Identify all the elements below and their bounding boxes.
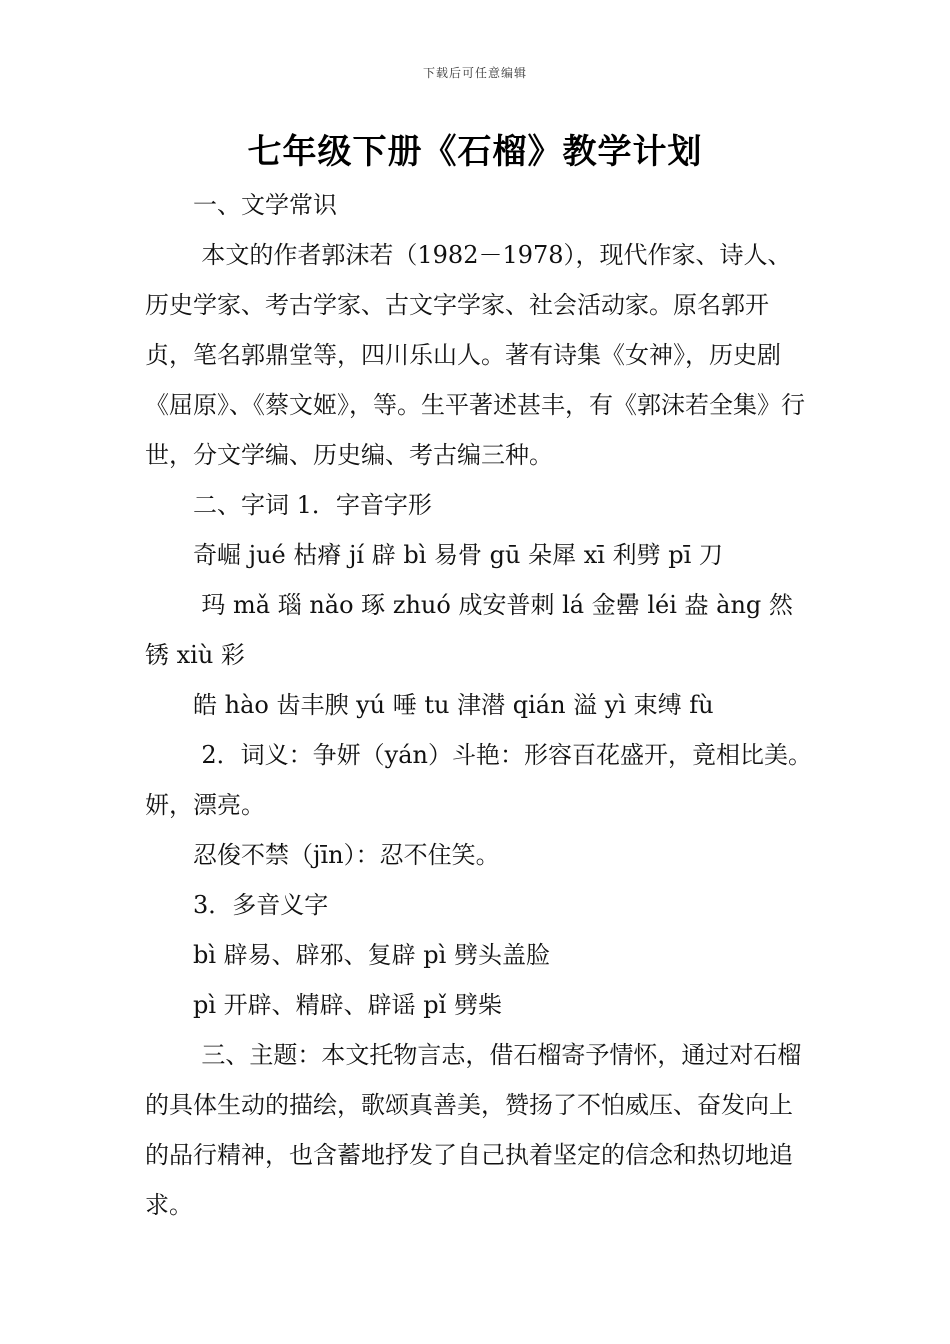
section-heading-polyphone: 3．多音义字	[193, 891, 329, 919]
document-title: 七年级下册《石榴》教学计划	[247, 132, 703, 172]
document-body	[145, 180, 815, 1230]
section-heading-words: 二、字词 1．字音字形	[193, 491, 432, 519]
meaning-paragraph-1: 2．词义：争妍（yán）斗艳：形容百花盛开，竟相比美。妍，漂亮。	[145, 741, 812, 819]
polyphone-line-2: pì 开辟、精辟、辟谣 pǐ 劈柴	[193, 991, 502, 1019]
meaning-paragraph-2: 忍俊不禁（jīn）：忍不住笑。	[193, 841, 500, 869]
pronunciation-line-2: 玛 mǎ 瑙 nǎo 琢 zhuó 成安普刺 lá 金罍 léi 盎 àng 然锈 xiù 彩	[145, 591, 793, 669]
header-note: 下载后可任意编辑	[422, 66, 527, 80]
pronunciation-line-3: 皓 hào 齿丰腴 yú 唾 tu 津潜 qián 溢 yì 束缚 fù	[193, 691, 714, 719]
pronunciation-line-1: 奇崛 jué 枯瘠 jí 辟 bì 易骨 gū 朵犀 xī 利劈 pī 刀	[193, 541, 723, 569]
polyphone-line-1: bì 辟易、辟邪、复辟 pì 劈头盖脸	[193, 941, 550, 969]
section-heading-literature: 一、文学常识	[193, 191, 337, 219]
author-intro-paragraph: 本文的作者郭沫若（1982－1978），现代作家、诗人、历史学家、考古学家、古文字学家、社会活动家。原名郭开贞，笔名郭鼎堂等，四川乐山人。著有诗集《女神》，历史剧《屈原》、《蔡文姬》，等。生平著述甚丰，有《郭沫若全集》行世，分文学编、历史编、考古编三种。	[145, 241, 805, 469]
theme-paragraph: 三、主题：本文托物言志，借石榴寄予情怀，通过对石榴的具体生动的描绘，歌颂真善美，赞扬了不怕威压、奋发向上的品行精神，也含蓄地抒发了自己执着坚定的信念和热切地追求。	[145, 1041, 802, 1219]
